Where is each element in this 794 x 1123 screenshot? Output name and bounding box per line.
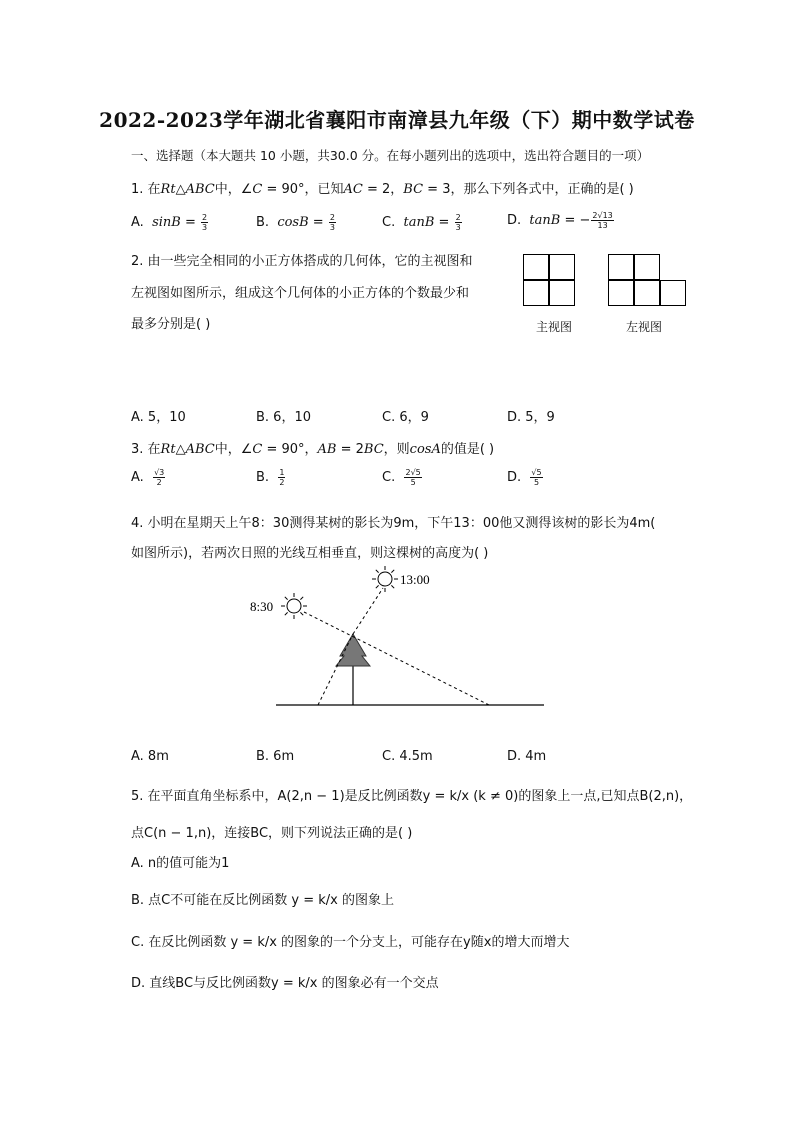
option-fraction: $\frac{2}{3}$ [329, 213, 335, 232]
tree-icon [336, 634, 370, 666]
q2-option-c[interactable]: C. 6，9 [382, 410, 429, 425]
ray-morning [304, 612, 489, 705]
q5-option-b[interactable]: B. 点C不可能在反比例函数 y = k/x 的图象上 [131, 893, 394, 908]
q1-text-d: = 2， [362, 182, 404, 197]
question-1-stem [131, 178, 634, 197]
q1-option-d[interactable] [507, 211, 615, 230]
q1-triangle-symbol: △ [175, 182, 186, 197]
q2-option-b[interactable]: B. 6，10 [256, 410, 311, 425]
option-eq: = − [560, 213, 591, 228]
q1-text-e: = 3，那么下列各式中，正确的是( ) [423, 182, 634, 197]
q4-option-a[interactable]: A. 8m [131, 749, 169, 764]
q5-option-d[interactable]: D. 直线BC与反比例函数y = k/x 的图象必有一个交点 [131, 976, 439, 991]
sun-icon-afternoon [372, 566, 398, 592]
option-fn: tanB [403, 215, 435, 230]
option-eq: = [180, 215, 200, 230]
option-label: A. [131, 215, 144, 230]
q1-abc: ABC [185, 182, 215, 197]
ray-afternoon-upper [353, 588, 383, 634]
q3-ab: AB [317, 442, 337, 457]
option-eq: = [308, 215, 328, 230]
q3-bc: BC [363, 442, 384, 457]
q4-option-c[interactable]: C. 4.5m [382, 749, 433, 764]
q1-option-c[interactable] [382, 213, 463, 232]
q2-option-a[interactable]: A. 5，10 [131, 410, 186, 425]
sun-icon-morning [281, 593, 307, 619]
q3-option-d[interactable] [507, 468, 544, 487]
section-heading: 一、选择题（本大题共 10 小题，共30.0 分。在每小题列出的选项中，选出符合题目的一项） [131, 148, 650, 163]
q1-ac: AC [343, 182, 363, 197]
option-fn: cosB [277, 215, 309, 230]
question-5-line-1: 5. 在平面直角坐标系中，A(2,n − 1)是反比例函数y = k/x (k ≠ 0)的图象上一点,已知点B(2,n)， [131, 789, 693, 804]
option-eq: = [434, 215, 454, 230]
front-view-caption: 主视图 [536, 320, 573, 334]
q3-text-e: ，则 [383, 442, 410, 457]
option-label: B. [256, 470, 270, 485]
q3-option-a[interactable] [131, 468, 166, 487]
q3-triangle-symbol: △ [175, 442, 186, 457]
q3-text-d: = 2 [336, 442, 364, 457]
q1-text-c: = 90°，已知 [262, 182, 344, 197]
q5-option-a[interactable]: A. n的值可能为1 [131, 856, 230, 871]
question-5-line-2: 点C(n − 1,n)，连接BC，则下列说法正确的是( ) [131, 826, 413, 841]
shadow-diagram [240, 560, 560, 720]
question-3-stem [131, 438, 494, 457]
page-title: 2022-2023学年湖北省襄阳市南漳县九年级（下）期中数学试卷 [99, 108, 695, 132]
q5-option-c[interactable]: C. 在反比例函数 y = k/x 的图象的一个分支上，可能存在y随x的增大而增大 [131, 935, 570, 950]
q3-c: C [252, 442, 263, 457]
q1-bc: BC [403, 182, 424, 197]
label-afternoon: 13:00 [400, 572, 430, 587]
q1-text-a: 1. 在 [131, 182, 161, 197]
q3-text-f: 的值是( ) [440, 442, 495, 457]
option-label: D. [507, 470, 522, 485]
q3-abc: ABC [185, 442, 215, 457]
label-morning: 8:30 [250, 599, 274, 614]
option-label: C. [382, 215, 396, 230]
q3-rt: Rt [160, 442, 176, 457]
q4-option-b[interactable]: B. 6m [256, 749, 295, 764]
q1-rt: Rt [160, 182, 176, 197]
q3-cosa: cosA [409, 442, 441, 457]
q1-c: C [252, 182, 263, 197]
q3-option-b[interactable] [256, 468, 286, 487]
option-fraction: $\frac{1}{2}$ [279, 468, 285, 487]
question-2-line-2: 左视图如图所示，组成这个几何体的小正方体的个数最少和 [131, 286, 470, 301]
left-view-caption: 左视图 [626, 320, 663, 334]
question-4-line-2: 如图所示)，若两次日照的光线互相垂直，则这棵树的高度为( ) [131, 546, 489, 561]
q1-text-b: 中，∠ [214, 182, 253, 197]
option-fn: tanB [529, 213, 561, 228]
q3-text-b: 中，∠ [214, 442, 253, 457]
option-label: B. [256, 215, 270, 230]
option-fraction: $\frac{√3}{2}$ [154, 468, 165, 487]
option-label: D. [507, 213, 522, 228]
option-fraction: $\frac{2}{3}$ [455, 213, 461, 232]
option-fraction: $\frac{2√13}{13}$ [592, 211, 613, 230]
option-label: C. [382, 470, 396, 485]
question-4-line-1: 4. 小明在星期天上午8：30测得某树的影长为9m，下午13：00他又测得该树的影长为4m( [131, 516, 656, 531]
option-fraction: $\frac{2}{3}$ [202, 213, 208, 232]
option-label: A. [131, 470, 144, 485]
option-fn: sinB [152, 215, 181, 230]
q2-option-d[interactable]: D. 5，9 [507, 410, 555, 425]
question-2-line-3: 最多分别是( ) [131, 317, 211, 332]
q1-option-b[interactable] [256, 213, 337, 232]
q3-text-c: = 90°， [262, 442, 318, 457]
q3-text-a: 3. 在 [131, 442, 161, 457]
question-2-line-1: 2. 由一些完全相同的小正方体搭成的几何体，它的主视图和 [131, 254, 473, 269]
option-fraction: $\frac{2√5}{5}$ [405, 468, 421, 487]
q3-option-c[interactable] [382, 468, 423, 487]
ray-afternoon-lower [318, 634, 353, 705]
q4-option-d[interactable]: D. 4m [507, 749, 547, 764]
option-fraction: $\frac{√5}{5}$ [531, 468, 542, 487]
q1-option-a[interactable] [131, 213, 209, 232]
